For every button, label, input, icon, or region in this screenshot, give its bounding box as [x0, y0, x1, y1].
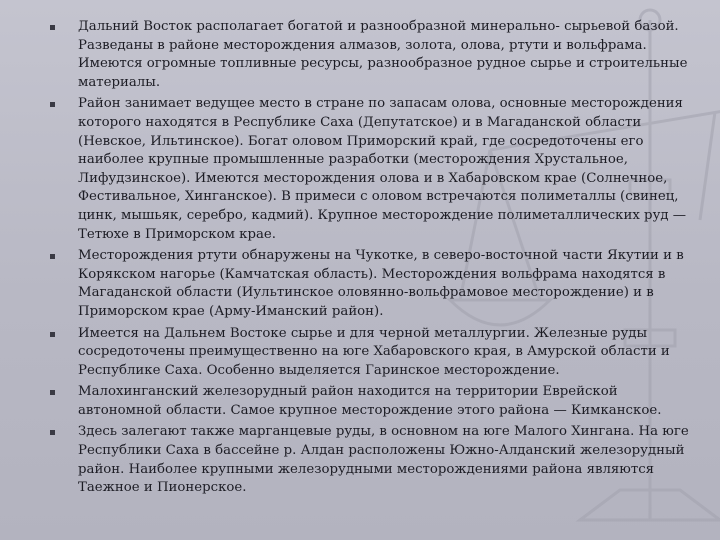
square-bullet-icon — [50, 254, 55, 259]
paragraph-text: Малохинганский железорудный район находится на территории Еврейской автономной области. Самое крупное месторождение этого района — Кимканское. — [78, 384, 662, 418]
paragraph-text: Район занимает ведущее место в стране по запасам олова, основные месторождения которого находятся в Республике Саха (Депутатское) и в Магаданской области (Невское, Ильтинское). Богат оловом Приморский край, где сосредоточены его наиболее крупные промышленные разработки (месторождения Хрустальное, Лифудзинское). Имеются месторождения олова и в Хабаровском крае (Солнечное, Фестивальное, Хинганское). В примеси с оловом встречаются полиметаллы (свинец, цинк, мышьяк, серебро, кадмий). Крупное месторождение полиметаллических руд — Тетюхе в Приморском крае. — [78, 96, 687, 242]
square-bullet-icon — [50, 25, 55, 30]
square-bullet-icon — [50, 390, 55, 395]
bullet-list — [50, 18, 690, 501]
square-bullet-icon — [50, 430, 55, 435]
list-item — [50, 18, 690, 92]
paragraph-text: Здесь залегают также марганцевые руды, в основном на юге Малого Хингана. На юге Республики Саха в бассейне р. Алдан расположены Южно-Алданский железорудный район. Наиболее крупными железорудными месторождениями района являются Таежное и Пионерское. — [78, 424, 689, 496]
square-bullet-icon — [50, 102, 55, 107]
list-item — [50, 325, 690, 381]
list-item — [50, 247, 690, 321]
list-item — [50, 423, 690, 497]
square-bullet-icon — [50, 332, 55, 337]
paragraph-text: Месторождения ртути обнаружены на Чукотке, в северо-восточной части Якутии и в Корякском нагорье (Камчатская область). Месторождения вольфрама находятся в Магаданской области (Иультинское оловянно-вольфрамовое месторождение) и в Приморском крае (Арму-Иманский район). — [78, 248, 684, 319]
list-item — [50, 95, 690, 244]
paragraph-text: Имеется на Дальнем Востоке сырье и для черной металлургии. Железные руды сосредоточены преимущественно на юге Хабаровского края, в Амурской области и Республике Саха. Особенно выделяется Гаринское месторождение. — [78, 325, 670, 378]
list-item — [50, 383, 690, 420]
paragraph-text: Дальний Восток располагает богатой и разнообразной минерально- сырьевой базой. Разведаны в районе месторождения алмазов, золота, олова, ртути и вольфрама. Имеются огромные топливные ресурсы, разнообразное рудное сырье и строительные материалы. — [78, 19, 688, 90]
